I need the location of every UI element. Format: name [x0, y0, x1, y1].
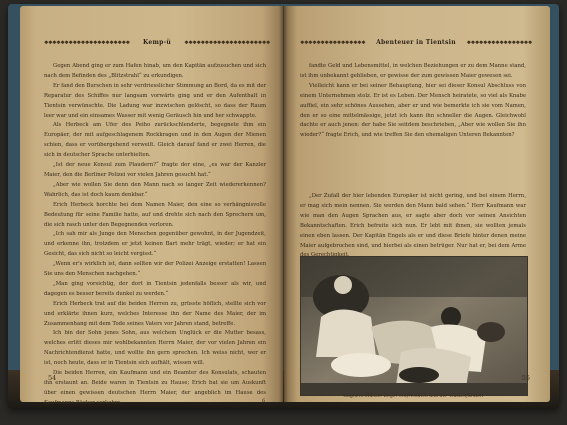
- paragraph: Er fand den Burschen in sehr verdriesslicher Stimmung an Bord, da es mit der Reparatur des Schiffes nur langsam vorwärts ging und er den Aufenthalt in Tientsin verwünschte. Die Ladung war inzwischen gelöscht, so dass der Raum leer war und ein einsames Wasser mit wenig Geräusch hin und her schwappte.: [44, 82, 266, 119]
- paragraph: Vielleicht kann er bei seiner Behauptung, hier sei dieser Konsul Abschluss von einem Unternehmen stolz. Er ist es Leben. Der Mensch heiratete, so viel als Knabe auffiel, ein sehr schönes Aussehen, aber er und wie bemerkte ich sie vom Namen, den er so eine mittelmässige, jetzt ich kann ihn schneller die Augen. Gleichwohl dachte er auch jenen: der habe Sie seitdem beschrieben, „Aber wie wollen Sie ihn wieder?“ fragte Erich, und wie treffen Sie den ehemaligen Unteren Bekannten?: [300, 82, 526, 139]
- paragraph: Erich Herbeck trat auf die beiden Herren zu, grüsste höflich, stellte sich vor und erklärte ihnen kurz, welches Interesse ihn der Name des Maier, der im Zusammenhang mit dem Tode seines Vaters vor Jahren stand, betreffe.: [44, 300, 266, 327]
- paragraph: „Der Zufall der hier lebenden Europäer ist nicht gering, und bei einem Herrn, er mag sich mein nennen. Sie werden den Mann bald sehen.“ Herr Kaufmann war wie man den Augen Sprachen aus, er sagte aber doch vor seinen Ansichten Bekanntschaften. Erich befreite sich nun. Er lebt mit ihnen, sie wollten jemals einen eben lassen. Der Kapitän Engels als er und diese Briefe hinter denen meine Maier aufgebrochen sind, und hierbei als einen betrüger. Nur hat er, bei dem Arme: [300, 193, 526, 249]
- paragraph: Als Herbeck am Ufer des Peiho zurückschlenderte, begegnete ihm ein Europäer, der mit aufgeschlagenem Rockkragen und in den Augen der Mienen schien, dass er vorübergehend verweilt. Gleich darauf fand er zwei Herren, die sich in deutscher Sprache unterhielten.: [44, 122, 266, 159]
- paragraph: Gegen Abend ging er zum Hafen hinab, um den Kapitän aufzusuchen und sich nach dem Befinden des „Blitzstrahl“ zu erkundigen.: [44, 63, 266, 79]
- right-page-header: [300, 38, 532, 48]
- header-ornament-icon: ❖❖❖❖❖❖❖❖❖❖❖❖❖❖❖❖❖❖❖❖❖: [184, 40, 270, 46]
- paragraph: „Ist der neue Konsul zum Plaudern?“ fragte der eine, „es war der Kanzler Maier, den die Berliner Polizei vor vielen Jahren gesucht hat.“: [44, 162, 266, 178]
- left-header-title: Kemp-ü: [142, 39, 172, 46]
- paragraph: Die beiden Herren, ein Kaufmann und ein Beamter des Konsulats, schauten ihn erstaunt an. Beide waren in Tientsin zu Hause; Erich bat sie um Auskunft über einen gewissen deutschen Herrn Maier, der angeblich im Hause des Kaufmanns Bäcker verkehre.: [44, 370, 266, 406]
- paragraph: Ich bin der Sohn jenes Sohn, aus welchem Unglück er die Mutter besass, welches erlitt dieses mir wohlbekannten Herrn Maier, der vor vielen Jahren ein Nachrichtendienst hatte, und wollte ihn gern sprechen. Ich weiss nicht, wer er ist, noch heute, dass er in Tientsin sich aufhält, wissen will.: [44, 330, 266, 367]
- paragraph: „Wenn er's wirklich ist, dann sollten wir der Polizei Anzeige erstatten! Lassen Sie uns den Menschen nachgehen.“: [44, 261, 266, 278]
- illustration-scene-icon: [301, 257, 527, 395]
- paragraph: „Ich sah mir als Junge den Menschen gegenüber gewohnt, in der Jugendzeit, und erkenne ihn, trotzdem er jetzt keinen Bart mehr trägt, wieder; er hat ein Gesicht, das sich nicht so leicht vergisst.“: [44, 231, 266, 258]
- book-gutter: [279, 6, 288, 402]
- left-page-header: [44, 38, 270, 48]
- illustration: [300, 256, 528, 396]
- illustration-caption: Wagners Münzer Zeger entfremdeln und der Wüstenfürsten: [342, 394, 484, 399]
- paragraph: „Man ging vorsichtig, der dort in Tientsin jedenfalls besser als wir, und dagegen es besser bereits dunkel zu werden.“: [44, 280, 266, 297]
- paragraph: Erich Herbeck horchte bei dem Namen Maier, den eine so verhängnisvolle Bedeutung für seine Familie hatte, auf und drehte sich nach den Sprechern um, die sich rasch unter den Begegnenden verloren.: [44, 201, 266, 228]
- header-ornament-icon: ❖❖❖❖❖❖❖❖❖❖❖❖❖❖❖❖: [466, 40, 532, 46]
- paragraph: fandte Geld und Lebensmittel, in welchen Beziehungen er zu dem Manne stand, ist ihm unbekannt geblieben, er gewisse der zum gewissen Maier gewesen sei.: [300, 63, 526, 79]
- right-page-number: 55: [521, 374, 530, 382]
- signature-mark: 6: [262, 398, 266, 404]
- left-page-number: 54: [48, 374, 57, 382]
- left-page: [20, 6, 283, 406]
- right-page: [284, 6, 550, 402]
- paragraph: „Aber wie wollen Sie denn den Mann nach so langer Zeit wiedererkennen? Wahrlich, das ist doch kaum denkbar.“: [44, 181, 266, 198]
- header-ornament-icon: ❖❖❖❖❖❖❖❖❖❖❖❖❖❖❖❖❖❖❖❖❖: [44, 40, 130, 46]
- right-page-body: [300, 62, 526, 192]
- right-header-title: Abenteuer in Tientsin: [376, 39, 456, 46]
- header-ornament-icon: ❖❖❖❖❖❖❖❖❖❖❖❖❖❖❖❖: [300, 40, 366, 46]
